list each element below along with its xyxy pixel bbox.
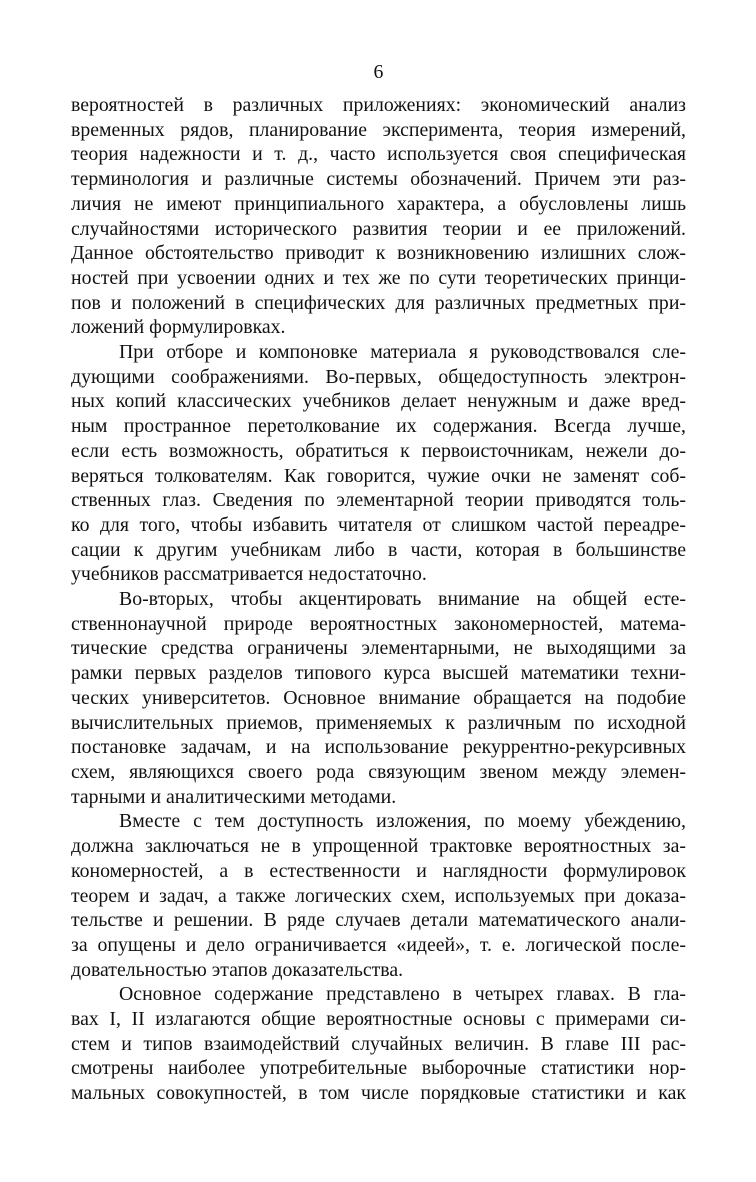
paragraph xyxy=(71,93,686,340)
paragraph xyxy=(71,982,686,1106)
text-line: веряться толкователям. Как говорится, чужие очки не заменят соб- xyxy=(71,464,686,487)
paragraph xyxy=(71,809,686,982)
text-line: ложений формулировках. xyxy=(71,316,286,339)
text-line: ственнонаучной природе вероятностных закономерностей, матема- xyxy=(71,612,686,635)
document-page xyxy=(71,60,686,1106)
text-line: терминология и различные системы обозначений. Причем эти раз- xyxy=(71,168,686,191)
text-line: ностей при усвоении одних и тех же по сути теоретических принци- xyxy=(71,266,686,289)
page-number: 6 xyxy=(373,61,384,83)
text-line: Данное обстоятельство приводит к возникновению излишних слож- xyxy=(71,242,686,265)
text-line: должна заключаться не в упрощенной трактовке вероятностных за- xyxy=(71,835,686,858)
text-line: смотрены наиболее употребительные выборочные статистики нор- xyxy=(71,1057,686,1080)
text-line: стем и типов взаимодействий случайных величин. В главе III рас- xyxy=(71,1032,686,1055)
text-line: сации к другим учебникам либо в части, которая в большинстве xyxy=(71,538,686,561)
text-line: постановке задачам, и на использование рекуррентно-рекурсивных xyxy=(71,736,686,759)
text-line: схем, являющихся своего рода связующим звеном между элемен- xyxy=(71,760,686,783)
text-line: При отборе и компоновке материала я руководствовался сле- xyxy=(119,341,686,364)
text-line: дующими соображениями. Во-первых, общедоступность электрон- xyxy=(71,365,686,388)
text-line: пов и положений в специфических для различных предметных при- xyxy=(71,291,686,314)
text-line: теория надежности и т. д., часто используется своя специфическая xyxy=(71,143,686,166)
text-line: тические средства ограничены элементарными, не выходящими за xyxy=(71,637,686,660)
body-text xyxy=(71,93,686,1106)
text-line: ко для того, чтобы избавить читателя от слишком частой переадре- xyxy=(71,513,686,536)
text-line: ным пространное перетолкование их содержания. Всегда лучше, xyxy=(71,415,686,438)
text-line: кономерностей, а в естественности и наглядности формулировок xyxy=(71,859,686,882)
text-line: ческих университетов. Основное внимание обращается на подобие xyxy=(71,686,686,709)
text-line: учебников рассматривается недостаточно. xyxy=(71,563,427,586)
text-line: вероятностей в различных приложениях: экономический анализ xyxy=(71,94,686,116)
text-line: случайностями исторического развития теории и ее приложений. xyxy=(71,217,686,240)
text-line: тарными и аналитическими методами. xyxy=(71,785,397,808)
text-line: тельстве и решении. В ряде случаев детали математического анали- xyxy=(71,909,686,932)
text-line: личия не имеют принципиального характера, а обусловлены лишь xyxy=(71,192,686,215)
text-line: рамки первых разделов типового курса высшей математики техни- xyxy=(71,662,686,685)
text-line: Основное содержание представлено в четырех главах. В гла- xyxy=(119,983,686,1006)
text-line: Во-вторых, чтобы акцентировать внимание на общей есте- xyxy=(119,588,686,611)
text-line: ных копий классических учебников делает ненужным и даже вред- xyxy=(71,390,686,413)
text-line: если есть возможность, обратиться к первоисточникам, нежели до- xyxy=(71,439,686,462)
text-line: вах I, II излагаются общие вероятностные основы с примерами си- xyxy=(71,1008,686,1031)
text-line: временных рядов, планирование эксперимента, теория измерений, xyxy=(71,118,686,141)
text-line: Вместе с тем доступность изложения, по моему убеждению, xyxy=(119,810,686,833)
text-line: ственных глаз. Сведения по элементарной теории приводятся толь- xyxy=(71,489,686,512)
text-line: теорем и задач, а также логических схем, используемых при доказа- xyxy=(71,884,686,907)
text-line: мальных совокупностей, в том числе порядковые статистики и как xyxy=(71,1082,686,1105)
text-line: за опущены и дело ограничивается «идеей», т. е. логической после- xyxy=(71,933,686,956)
paragraph xyxy=(71,340,686,587)
paragraph xyxy=(71,587,686,809)
text-line: вычислительных приемов, применяемых к различным по исходной xyxy=(71,711,686,734)
text-line: довательностью этапов доказательства. xyxy=(71,958,404,981)
